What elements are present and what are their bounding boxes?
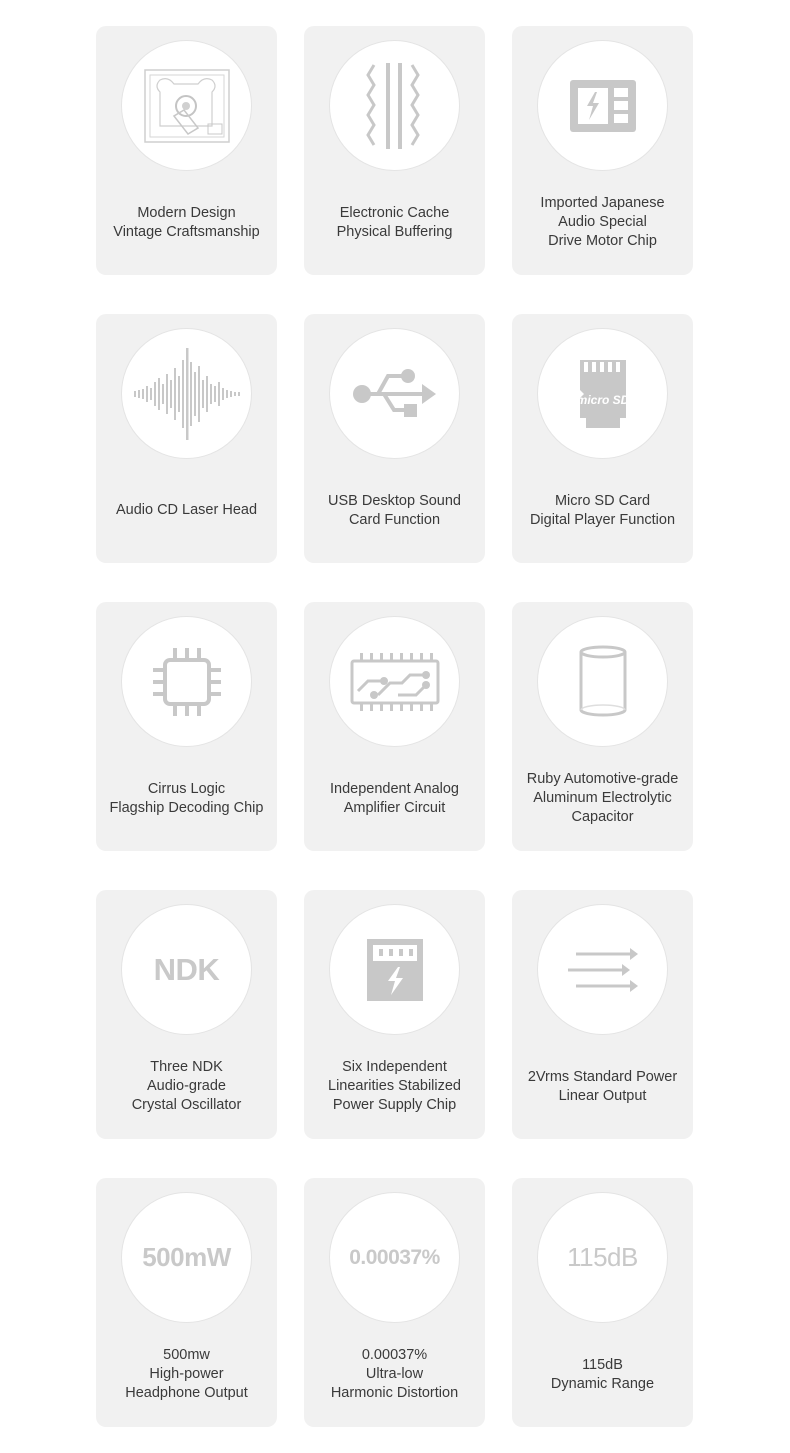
- caption-line: Drive Motor Chip: [548, 233, 657, 249]
- feature-card-modern-design: [96, 26, 277, 275]
- buffer-cache-icon: [360, 61, 430, 151]
- feature-caption: [100, 1328, 273, 1421]
- caption-line: Linear Output: [558, 1087, 647, 1104]
- icon-circle: [121, 616, 252, 747]
- feature-card-distortion: [304, 1178, 485, 1427]
- caption-line: Ruby Automotive-grade: [526, 771, 679, 787]
- caption-line: Card Function: [348, 511, 441, 528]
- icon-circle: [121, 904, 252, 1035]
- caption-line: 0.00037%: [361, 1347, 428, 1363]
- dynamic-range-text-icon: 115dB: [567, 1242, 638, 1272]
- caption-line: Linearities Stabilized: [328, 1078, 461, 1094]
- feature-card-micro-sd: [512, 314, 693, 563]
- feature-card-power-supply: [304, 890, 485, 1139]
- caption-line: Amplifier Circuit: [343, 799, 446, 816]
- feature-caption: [516, 464, 689, 557]
- caption-line: Crystal Oscillator: [131, 1097, 242, 1113]
- icon-circle: [121, 40, 252, 171]
- caption-line: 2Vrms Standard Power: [527, 1068, 678, 1085]
- caption-line: Ultra-low: [365, 1366, 424, 1382]
- feature-caption: [308, 752, 481, 845]
- caption-line: Three NDK: [150, 1059, 223, 1075]
- caption-line: 115dB: [582, 1356, 623, 1373]
- caption-line: Aluminum Electrolytic: [533, 790, 672, 806]
- caption-line: Micro SD Card: [554, 492, 651, 509]
- feature-card-usb: [304, 314, 485, 563]
- feature-card-laser-head: [96, 314, 277, 563]
- icon-circle: [537, 328, 668, 459]
- caption-line: Electronic Cache: [339, 204, 450, 221]
- caption-line: Flagship Decoding Chip: [109, 799, 264, 816]
- sound-wave-icon: [132, 348, 242, 440]
- feature-caption: [308, 176, 481, 269]
- caption-line: Modern Design: [137, 204, 236, 221]
- output-arrows-icon: [566, 948, 640, 992]
- icon-circle: [537, 1192, 668, 1323]
- icon-circle: [329, 904, 460, 1035]
- caption-line: Capacitor: [571, 809, 634, 825]
- icon-circle: [121, 1192, 252, 1323]
- caption-line: Physical Buffering: [336, 223, 453, 240]
- feature-caption: [308, 1040, 481, 1133]
- caption-line: Audio-grade: [147, 1078, 226, 1094]
- feature-card-motor-chip: [512, 26, 693, 275]
- feature-card-headphone-output: [96, 1178, 277, 1427]
- capacitor-icon: [576, 644, 630, 720]
- caption-line: Digital Player Function: [529, 511, 676, 528]
- icon-circle: [537, 40, 668, 171]
- circuit-board-icon: [348, 653, 442, 711]
- caption-line: Harmonic Distortion: [330, 1385, 459, 1401]
- micro-sd-logo-text: micro SD: [576, 392, 629, 407]
- micro-sd-icon: [576, 358, 630, 430]
- caption-line: Audio CD Laser Head: [115, 502, 258, 518]
- caption-line: Imported Japanese: [540, 195, 665, 211]
- power-supply-icon: [365, 937, 425, 1003]
- feature-caption: [100, 176, 273, 269]
- caption-line: USB Desktop Sound: [328, 492, 461, 509]
- feature-caption: [516, 1040, 689, 1133]
- caption-line: 500mw: [163, 1347, 210, 1363]
- usb-icon: [352, 366, 438, 422]
- feature-caption: [308, 1328, 481, 1421]
- cpu-chip-icon: [151, 646, 223, 718]
- feature-caption: [516, 176, 689, 269]
- icon-circle: [329, 616, 460, 747]
- feature-card-capacitor: [512, 602, 693, 851]
- ndk-text-icon: NDK: [153, 951, 220, 987]
- feature-grid: [96, 26, 694, 1427]
- feature-card-linear-output: [512, 890, 693, 1139]
- caption-line: Vintage Craftsmanship: [113, 223, 260, 240]
- caption-line: Cirrus Logic: [147, 780, 226, 797]
- icon-circle: [537, 904, 668, 1035]
- caption-line: Dynamic Range: [550, 1375, 655, 1392]
- feature-card-dynamic-range: [512, 1178, 693, 1427]
- feature-caption: [516, 752, 689, 845]
- feature-caption: [516, 1328, 689, 1421]
- caption-line: Six Independent: [342, 1059, 447, 1075]
- caption-line: Headphone Output: [125, 1385, 248, 1401]
- icon-circle: [121, 328, 252, 459]
- feature-card-analog-amp: [304, 602, 485, 851]
- feature-caption: [100, 752, 273, 845]
- feature-card-electronic-cache: [304, 26, 485, 275]
- caption-line: High-power: [149, 1366, 224, 1382]
- cd-player-icon: [142, 66, 232, 146]
- motor-chip-icon: [568, 78, 638, 134]
- icon-circle: [329, 328, 460, 459]
- caption-line: Power Supply Chip: [332, 1097, 457, 1113]
- icon-circle: [329, 1192, 460, 1323]
- feature-card-cirrus-logic: [96, 602, 277, 851]
- distortion-text-icon: 0.00037%: [349, 1245, 440, 1269]
- icon-circle: [329, 40, 460, 171]
- caption-line: Independent Analog: [329, 780, 459, 797]
- caption-line: Audio Special: [558, 214, 647, 230]
- feature-caption: [308, 464, 481, 557]
- feature-caption: [100, 1040, 273, 1133]
- power-text-icon: 500mW: [142, 1242, 231, 1272]
- icon-circle: [537, 616, 668, 747]
- feature-caption: [100, 464, 273, 557]
- feature-card-ndk: [96, 890, 277, 1139]
